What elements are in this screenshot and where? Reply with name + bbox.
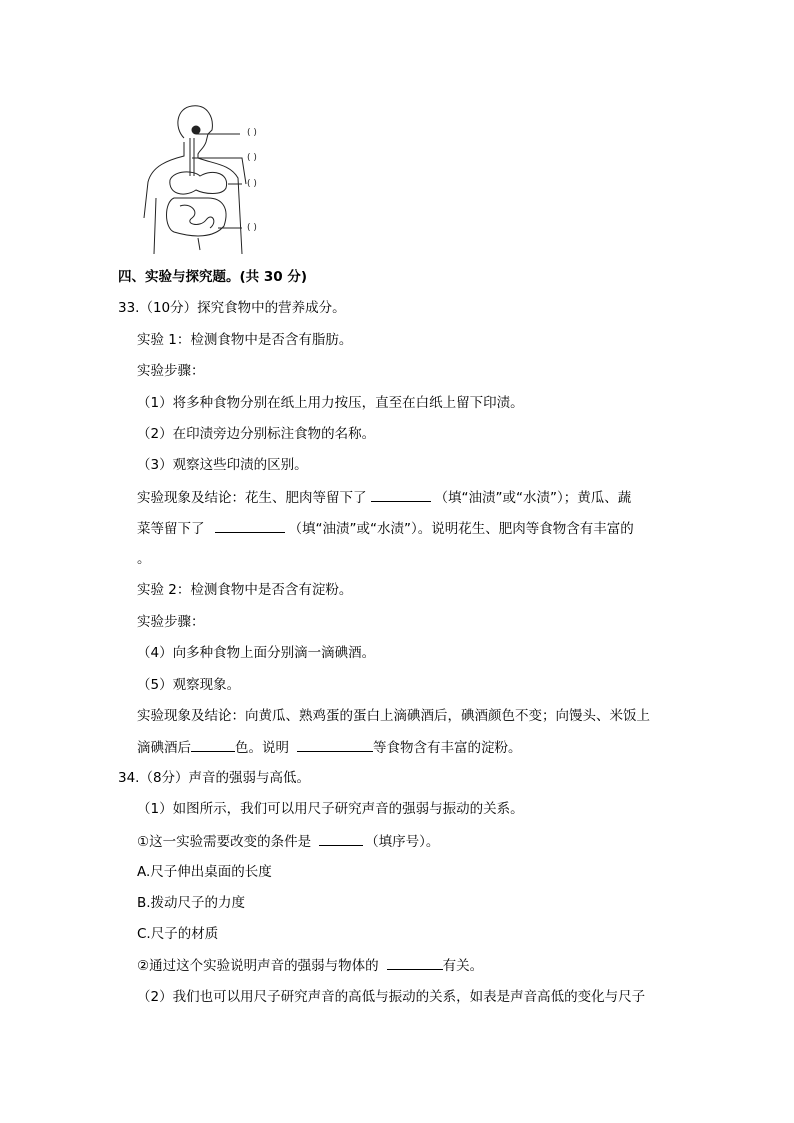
- steps-label-2: 实验步骤：: [137, 614, 205, 630]
- answer-blank-color[interactable]: [191, 738, 235, 752]
- option-c: C.尺子的材质: [137, 926, 219, 942]
- step-4: （4）向多种食物上面分别滴一滴碘酒。: [137, 645, 376, 661]
- step-3: （3）观察这些印渍的区别。: [137, 457, 308, 473]
- result-1-text-b: （填“油渍”或“水渍”）；黄瓜、蔬: [434, 490, 632, 506]
- blank-label-2: ( ): [247, 153, 257, 163]
- sub-2-text-b: 有关。: [442, 958, 484, 974]
- answer-blank-water[interactable]: [215, 519, 285, 533]
- step-5: （5）观察现象。: [137, 677, 241, 693]
- steps-label: 实验步骤：: [137, 363, 205, 379]
- result-2-line-2: [137, 738, 522, 757]
- sub-2-text-a: ②通过这个实验说明声音的强弱与物体的: [137, 958, 379, 974]
- blank-label-4: ( ): [247, 223, 257, 233]
- part-2: （2）我们也可以用尺子研究声音的高低与振动的关系，如表是声音高低的变化与尺子: [137, 989, 646, 1005]
- blank-label-3: ( ): [247, 179, 257, 189]
- answer-blank-foods[interactable]: [297, 738, 373, 752]
- answer-blank-property[interactable]: [387, 956, 443, 970]
- result-1-text-c: 菜等留下了: [137, 521, 205, 537]
- part-1: （1）如图所示，我们可以用尺子研究声音的强弱与振动的关系。: [137, 801, 524, 817]
- sub-1-text-b: （填序号）。: [365, 834, 440, 850]
- answer-blank-oil[interactable]: [371, 488, 431, 502]
- result-2-line-1: 实验现象及结论：向黄瓜、熟鸡蛋的蛋白上滴碘酒后，碘酒颜色不变；向馒头、米饭上: [137, 708, 650, 724]
- option-b: B.拨动尺子的力度: [137, 895, 246, 911]
- digestive-system-diagram: [134, 98, 304, 258]
- sub-question-2: [137, 956, 483, 975]
- sub-1-text-a: ①这一实验需要改变的条件是: [137, 834, 312, 850]
- result-1-line-3: 。: [137, 551, 151, 567]
- result-2-text-c: 色。说明: [235, 740, 289, 756]
- result-1-text-d: （填“油渍”或“水渍”）。说明花生、肥肉等食物含有丰富的: [288, 521, 634, 537]
- result-1-line-2: [137, 519, 634, 538]
- blank-label-1: ( ): [247, 128, 257, 138]
- result-2-text-b: 滴碘酒后: [137, 740, 191, 756]
- answer-blank-condition[interactable]: [319, 832, 363, 846]
- sub-question-1: [137, 832, 439, 851]
- option-a: A.尺子伸出桌面的长度: [137, 864, 272, 880]
- experiment-1-title: 实验 1：检测食物中是否含有脂肪。: [137, 332, 353, 348]
- question-34-title: 34.（8分）声音的强弱与高低。: [118, 770, 311, 786]
- experiment-2-title: 实验 2：检测食物中是否含有淀粉。: [137, 582, 353, 598]
- human-body-illustration: [134, 98, 304, 258]
- result-1-line-1: [137, 488, 631, 507]
- question-33-title: 33.（10分）探究食物中的营养成分。: [118, 300, 346, 316]
- step-1: （1）将多种食物分别在纸上用力按压，直至在白纸上留下印渍。: [137, 395, 524, 411]
- section-heading: 四、实验与探究题。(共 30 分): [118, 269, 308, 285]
- step-2: （2）在印渍旁边分别标注食物的名称。: [137, 426, 376, 442]
- result-1-text-a: 实验现象及结论：花生、肥肉等留下了: [137, 490, 367, 506]
- result-2-text-d: 等食物含有丰富的淀粉。: [373, 740, 522, 756]
